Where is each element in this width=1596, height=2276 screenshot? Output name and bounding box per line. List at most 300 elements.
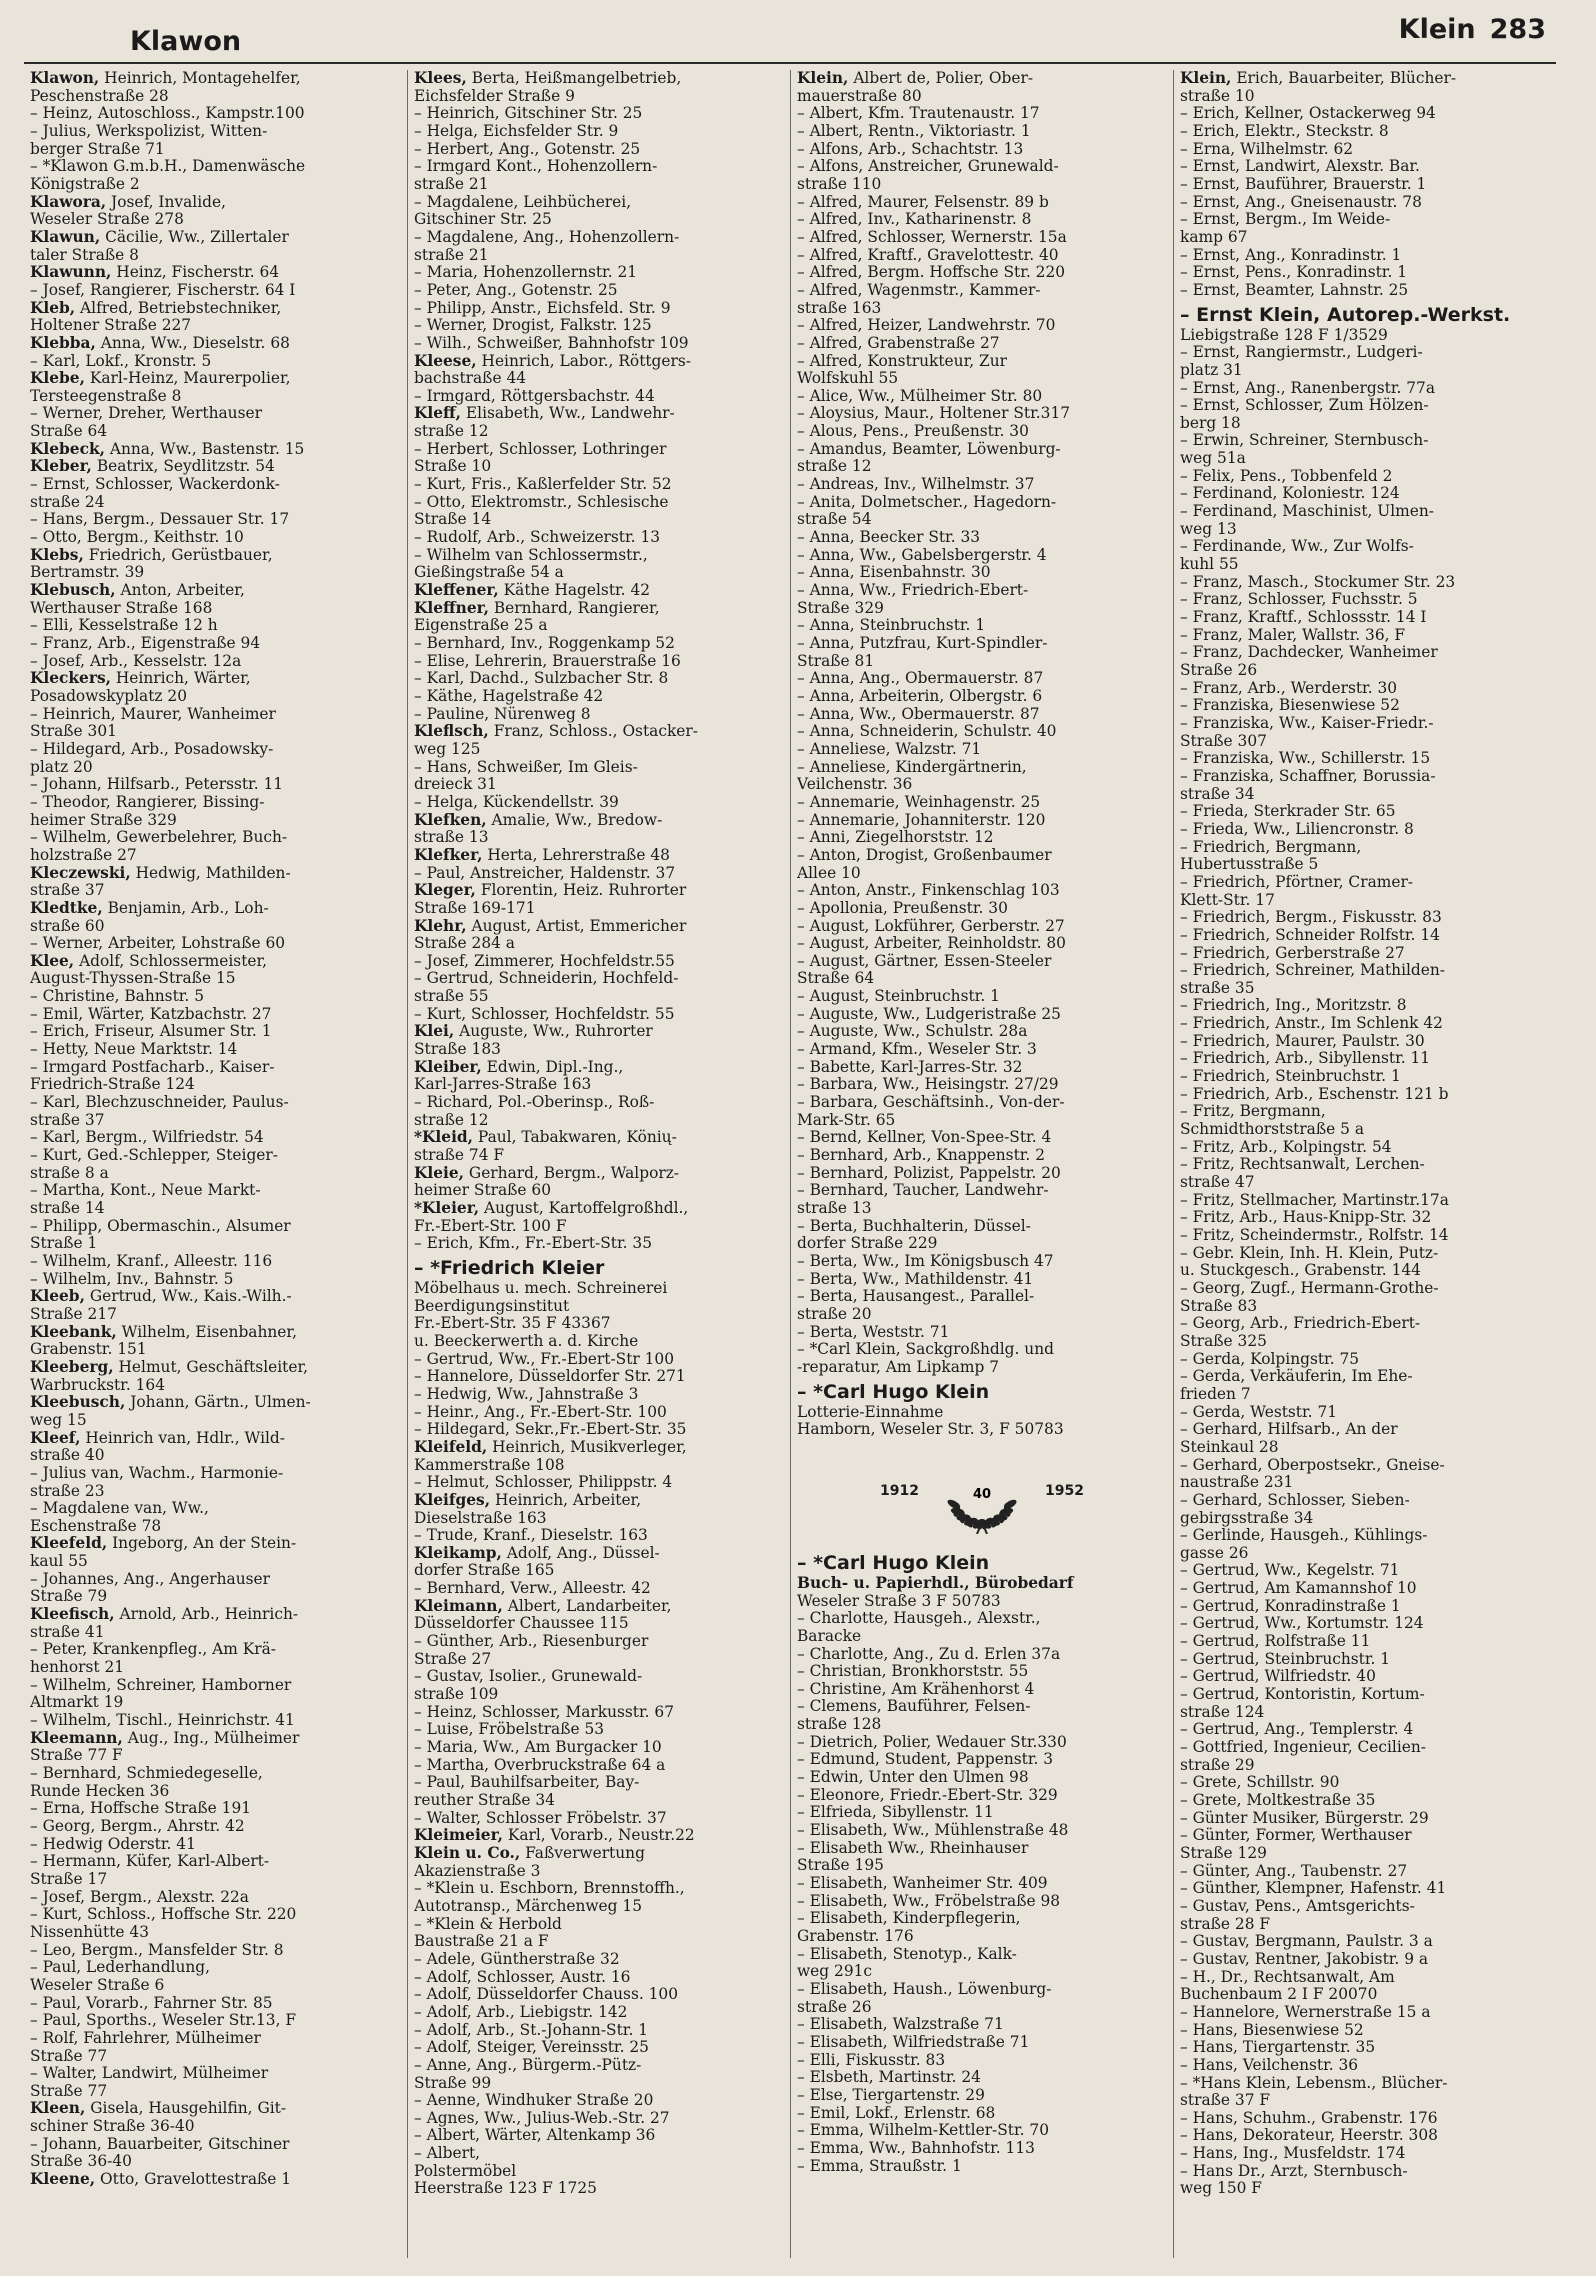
entry-text: weg 13 <box>1180 520 1237 538</box>
directory-entry <box>797 511 1167 529</box>
entry-text: – Albert, Wärter, Altenkamp 36 <box>414 2127 656 2145</box>
entry-text: – Elisabeth, Walzstraße 71 <box>797 2016 1004 2034</box>
directory-entry <box>30 617 401 635</box>
directory-entry <box>414 2127 784 2145</box>
entry-text: – Heinr., Ang., Fr.-Ebert-Str. 100 <box>414 1403 667 1421</box>
entry-text: – Wilhelm van Schlossermstr., <box>414 546 648 564</box>
entry-surname: – *Carl Hugo Klein <box>797 1551 990 1574</box>
entry-text: straße 24 <box>30 493 105 511</box>
entry-surname: Kleimeier, <box>414 1827 503 1845</box>
entry-text: – Else, Tiergartenstr. 29 <box>797 2086 985 2104</box>
directory-entry <box>30 970 401 988</box>
entry-text: Allee 10 <box>797 864 861 882</box>
entry-text: – Emil, Wärter, Katzbachstr. 27 <box>30 1005 272 1023</box>
directory-entry <box>414 1951 784 1969</box>
entry-text: – Heinz, Schlosser, Markusstr. 67 <box>414 1703 675 1721</box>
entry-text: Johann, Gärtn., Ulmen- <box>125 1394 311 1412</box>
directory-entry <box>797 1324 1167 1342</box>
directory-entry <box>1180 962 1550 980</box>
directory-entry <box>414 1474 784 1492</box>
entry-text: straße 21 <box>414 175 489 193</box>
entry-text: – Johannes, Ang., Angerhauser <box>30 1570 270 1588</box>
entry-text: straße 37 <box>30 1111 105 1129</box>
entry-text: straße 40 <box>30 1447 105 1465</box>
directory-entry <box>797 1421 1167 1439</box>
directory-entry <box>414 1598 784 1616</box>
directory-entry <box>414 1404 784 1422</box>
directory-entry <box>1180 1510 1550 1528</box>
entry-text: – Gerda, Weststr. 71 <box>1180 1403 1338 1421</box>
directory-entry <box>30 1730 401 1748</box>
entry-text: Straße 329 <box>797 599 884 617</box>
directory-entry <box>30 1747 401 1765</box>
directory-entry <box>30 335 401 353</box>
entry-text: Elisabeth, Ww., Landwehr- <box>461 405 675 423</box>
entry-text: Baracke <box>797 1627 862 1645</box>
entry-text: – Heinrich, Gitschiner Str. 25 <box>414 105 643 123</box>
entry-text: – Edmund, Student, Pappenstr. 3 <box>797 1751 1054 1769</box>
directory-entry <box>797 264 1167 282</box>
entry-text: – Trude, Kranf., Dieselstr. 163 <box>414 1527 648 1545</box>
entry-text: – Elisabeth, Ww., Mühlenstraße 48 <box>797 1822 1069 1840</box>
entry-text: Runde Hecken 36 <box>30 1782 170 1800</box>
directory-entry <box>414 1298 784 1316</box>
entry-text: – Elisabeth, Kinderpflegerin, <box>797 1910 1021 1928</box>
page-header <box>24 14 1556 64</box>
directory-entry <box>30 458 401 476</box>
entry-text: – Anne, Ang., Bürgerm.-Pütz- <box>414 2056 642 2074</box>
entry-text: – Bernhard, Taucher, Landwehr- <box>797 1182 1049 1200</box>
directory-entry <box>797 600 1167 618</box>
directory-entry <box>1180 105 1550 123</box>
entry-text: Straße 64 <box>797 970 875 988</box>
entry-text: straße 23 <box>30 1482 105 1500</box>
entry-text: Adolf, Ang., Düssel- <box>501 1544 660 1562</box>
directory-entry <box>1180 2145 1550 2163</box>
entry-text: Buchenbaum 2 I F 20070 <box>1180 1986 1378 2004</box>
entry-text: – Armand, Kfm., Weseler Str. 3 <box>797 1041 1037 1059</box>
entry-text: – Ernst, Beamter, Lahnstr. 25 <box>1180 281 1409 299</box>
entry-text: – Alfred, Wagenmstr., Kammer- <box>797 281 1041 299</box>
entry-text: – Paul, Bauhilfsarbeiter, Bay- <box>414 1774 640 1792</box>
entry-text: – Josef, Arb., Kesselstr. 12a <box>30 652 242 670</box>
directory-entry <box>797 812 1167 830</box>
entry-text: – Karl, Blechzuschneider, Paulus- <box>30 1094 289 1112</box>
entry-text: Straße 325 <box>1180 1332 1267 1350</box>
entry-text: Benjamin, Arb., Loh- <box>102 899 269 917</box>
entry-text: – Erwin, Schreiner, Sternbusch- <box>1180 432 1429 450</box>
entry-surname: Kleger, <box>414 882 476 900</box>
entry-text: – Anna, Ww., Friedrich-Ebert- <box>797 582 1029 600</box>
entry-text: straße 21 <box>414 246 489 264</box>
entry-text: – Edwin, Unter den Ulmen 98 <box>797 1769 1029 1787</box>
directory-entry <box>414 1112 784 1130</box>
directory-entry <box>1180 1633 1550 1651</box>
directory-entry <box>414 353 784 371</box>
entry-surname: Kleifeld, <box>414 1438 488 1456</box>
directory-entry <box>797 70 1167 88</box>
directory-entry <box>414 1580 784 1598</box>
entry-text: – Alice, Ww., Mülheimer Str. 80 <box>797 387 1043 405</box>
entry-text: Straße 1 <box>30 1235 98 1253</box>
directory-entry <box>1180 1916 1550 1934</box>
entry-text: Gerhard, Bergm., Walporz- <box>464 1164 680 1182</box>
directory-entry <box>30 141 401 159</box>
entry-text: – Aenne, Windhuker Straße 20 <box>414 2092 654 2110</box>
directory-entry <box>414 1076 784 1094</box>
entry-text: – Erich, Friseur, Alsumer Str. 1 <box>30 1023 272 1041</box>
entry-text: Weseler Straße 6 <box>30 1976 165 1994</box>
directory-entry <box>1180 2180 1550 2198</box>
emblem-number: 40 <box>972 1486 992 1502</box>
directory-entry <box>30 2171 401 2189</box>
entry-text: – Elfrieda, Sibyllenstr. 11 <box>797 1804 994 1822</box>
entry-text: – Josef, Zimmerer, Hochfeldstr.55 <box>414 952 675 970</box>
entry-text: – Emma, Straußstr. 1 <box>797 2157 962 2175</box>
directory-entry <box>30 1129 401 1147</box>
entry-text: – Fritz, Bergmann, <box>1180 1103 1326 1121</box>
entry-surname: Klebeck, <box>30 440 105 458</box>
directory-entry <box>1180 1245 1550 1263</box>
directory-entry <box>1180 70 1550 88</box>
entry-surname: Klebe, <box>30 370 85 388</box>
directory-entry <box>797 1253 1167 1271</box>
directory-entry <box>414 529 784 547</box>
entry-surname: Kleefisch, <box>30 1606 115 1624</box>
entry-text: – Alfred, Schlosser, Wernerstr. 15a <box>797 228 1067 246</box>
directory-entry <box>1180 415 1550 433</box>
entry-text: Straße 217 <box>30 1305 117 1323</box>
entry-text: Warbruckstr. 164 <box>30 1376 165 1394</box>
entry-text: straße 8 a <box>30 1164 109 1182</box>
directory-entry <box>414 388 784 406</box>
directory-entry <box>414 1916 784 1934</box>
directory-entry <box>1180 750 1550 768</box>
directory-entry <box>414 829 784 847</box>
entry-text: – Martha, Kont., Neue Markt- <box>30 1182 261 1200</box>
entry-text: – Gertrud, Ww., Kegelstr. 71 <box>1180 1562 1400 1580</box>
directory-entry <box>1180 697 1550 715</box>
directory-entry <box>30 194 401 212</box>
entry-text: straße 14 <box>30 1200 105 1217</box>
directory-entry <box>30 564 401 582</box>
directory-entry <box>797 547 1167 565</box>
directory-entry <box>1180 1333 1550 1351</box>
directory-entry <box>414 1129 784 1147</box>
entry-text: Auguste, Ww., Ruhrorter <box>454 1023 653 1041</box>
entry-text: – Emil, Lokf., Erlenstr. 68 <box>797 2104 996 2122</box>
entry-text: – Gertrud, Schneiderin, Hochfeld- <box>414 970 679 988</box>
directory-entry <box>30 688 401 706</box>
entry-text: Heinrich, Montagehelfer, <box>99 70 301 87</box>
entry-surname: Kleb, <box>30 299 76 317</box>
directory-entry <box>30 1271 401 1289</box>
directory-entry <box>1180 2092 1550 2110</box>
directory-entry <box>30 282 401 300</box>
directory-entry <box>1180 1545 1550 1563</box>
entry-surname: Klein u. Co., <box>414 1844 521 1862</box>
entry-text: – Anneliese, Walzstr. 71 <box>797 740 982 758</box>
entry-text: – Franziska, Schaffner, Borussia- <box>1180 767 1436 785</box>
directory-entry <box>1180 1933 1550 1951</box>
entry-text: – Clemens, Bauführer, Felsen- <box>797 1698 1031 1716</box>
directory-entry <box>30 1377 401 1395</box>
directory-entry <box>1180 1969 1550 1987</box>
entry-text: – Friedrich, Anstr., Im Schlenk 42 <box>1180 1015 1443 1033</box>
directory-entry <box>30 1023 401 1041</box>
entry-text: – Alous, Pens., Preußenstr. 30 <box>797 423 1029 441</box>
entry-surname: Kleene, <box>30 2171 96 2189</box>
entry-text: Karl-Jarres-Straße 163 <box>414 1076 592 1094</box>
entry-text: Alfred, Betriebstechniker, <box>75 299 282 317</box>
directory-entry <box>414 635 784 653</box>
entry-text: – Anna, Arbeiterin, Ölbergstr. 6 <box>797 687 1043 705</box>
entry-text: August, Artist, Emmericher <box>466 917 687 935</box>
directory-entry <box>414 2092 784 2110</box>
entry-text: gasse 26 <box>1180 1544 1249 1562</box>
directory-entry <box>30 1182 401 1200</box>
entry-text: – Hans, Tiergartenstr. 35 <box>1180 2039 1376 2057</box>
entry-text: – Paul, Sporths., Weseler Str.13, F <box>30 2012 297 2030</box>
running-head-right <box>1399 14 1546 45</box>
entry-surname: Kleber, <box>30 458 92 476</box>
directory-entry <box>797 1928 1167 1946</box>
directory-entry <box>1180 158 1550 176</box>
entry-text: Eschenstraße 78 <box>30 1517 162 1535</box>
entry-surname: *Kleid, <box>414 1129 474 1147</box>
entry-text: – Rudolf, Arb., Schweizerstr. 13 <box>414 529 661 547</box>
entry-text: Karl, Vorarb., Neustr.22 <box>502 1827 695 1845</box>
entry-text: u. Stuckgesch., Grabenstr. 144 <box>1180 1262 1421 1280</box>
entry-text: Straße 183 <box>414 1041 501 1059</box>
directory-entry <box>414 88 784 106</box>
directory-entry <box>414 970 784 988</box>
entry-text: Fr.-Ebert-Str. 100 F <box>414 1217 567 1235</box>
entry-text: – Friedrich, Bergm., Fiskusstr. 83 <box>1180 909 1442 927</box>
directory-entry <box>414 458 784 476</box>
advertisement-heading <box>1180 303 1550 327</box>
entry-surname: Kledtke, <box>30 899 103 917</box>
directory-entry <box>30 1324 401 1342</box>
directory-entry <box>797 2034 1167 2052</box>
column-3 <box>790 70 1173 2258</box>
entry-text: – Elsbeth, Martinstr. 24 <box>797 2069 981 2087</box>
entry-text: – Emma, Ww., Bahnhofstr. 113 <box>797 2139 1035 2157</box>
directory-entry <box>1180 1615 1550 1633</box>
entry-text: – *Klein & Herbold <box>414 1915 562 1933</box>
entry-text: – Friedrich, Schreiner, Mathilden- <box>1180 962 1445 980</box>
directory-entry <box>30 1094 401 1112</box>
entry-text: – Gottfried, Ingenieur, Cecilien- <box>1180 1739 1426 1757</box>
entry-text: Baustraße 21 a F <box>414 1933 549 1951</box>
directory-entry <box>1180 997 1550 1015</box>
directory-entry <box>30 388 401 406</box>
directory-entry <box>30 1836 401 1854</box>
directory-entry <box>797 158 1167 176</box>
entry-text: – Luise, Fröbelstraße 53 <box>414 1721 605 1739</box>
directory-entry <box>414 1165 784 1183</box>
directory-entry <box>414 1218 784 1236</box>
entry-text: – Gertrud, Kontoristin, Kortum- <box>1180 1686 1425 1704</box>
entry-text: – Gertrud, Ang., Templerstr. 4 <box>1180 1721 1414 1739</box>
directory-entry <box>414 2057 784 2075</box>
entry-text: Straße 99 <box>414 2074 492 2092</box>
directory-entry <box>797 882 1167 900</box>
entry-text: Tersteegenstraße 8 <box>30 387 182 405</box>
directory-entry <box>30 529 401 547</box>
directory-entry <box>414 776 784 794</box>
entry-text: Eichsfelder Straße 9 <box>414 87 575 105</box>
entry-text: – Wilhelm, Inv., Bahnstr. 5 <box>30 1270 234 1288</box>
entry-text: – Franz, Schlosser, Fuchsstr. 5 <box>1180 591 1418 609</box>
entry-text: – Ferdinande, Ww., Zur Wolfs- <box>1180 538 1414 556</box>
directory-entry <box>30 2048 401 2066</box>
entry-text: dorfer Straße 229 <box>797 1235 938 1253</box>
entry-text: – Wilhelm, Schreiner, Hamborner <box>30 1676 292 1694</box>
directory-entry <box>1180 2110 1550 2128</box>
directory-entry <box>30 105 401 123</box>
entry-surname: Kleffener, <box>414 582 499 600</box>
directory-entry <box>1180 1527 1550 1545</box>
directory-entry <box>30 953 401 971</box>
directory-entry <box>414 1810 784 1828</box>
directory-entry <box>1180 856 1550 874</box>
directory-entry <box>30 988 401 1006</box>
entry-surname: Klawunn, <box>30 264 112 282</box>
directory-entry <box>1180 194 1550 212</box>
entry-text: – Anna, Ww., Obermauerstr. 87 <box>797 705 1040 723</box>
entry-text: – Ernst, Bauführer, Brauerstr. 1 <box>1180 175 1427 193</box>
entry-text: – Gustav, Bergmann, Paulstr. 3 a <box>1180 1933 1433 1951</box>
directory-entry <box>797 829 1167 847</box>
entry-text: – Ernst, Schlosser, Zum Hölzen- <box>1180 397 1429 415</box>
directory-entry <box>1180 1651 1550 1669</box>
entry-text: u. Beeckerwerth a. d. Kirche <box>414 1332 639 1350</box>
directory-entry <box>1180 1351 1550 1369</box>
directory-entry <box>1180 1156 1550 1174</box>
directory-entry <box>414 1668 784 1686</box>
entry-text: – Elisabeth, Stenotyp., Kalk- <box>797 1945 1017 1963</box>
directory-entry <box>797 1023 1167 1041</box>
entry-text: – Charlotte, Ang., Zu d. Erlen 37a <box>797 1645 1061 1663</box>
directory-entry <box>1180 1721 1550 1739</box>
directory-entry <box>797 723 1167 741</box>
entry-text: – Christine, Am Krähenhorst 4 <box>797 1680 1035 1698</box>
directory-entry <box>414 405 784 423</box>
running-head-left: Klawon <box>130 26 242 57</box>
directory-entry <box>1180 1139 1550 1157</box>
entry-text: – Anna, Schneiderin, Schulstr. 40 <box>797 723 1057 741</box>
directory-entry <box>414 1527 784 1545</box>
directory-entry <box>30 1447 401 1465</box>
directory-entry <box>1180 327 1550 345</box>
entry-surname: Klees, <box>414 70 467 87</box>
directory-entry <box>1180 786 1550 804</box>
entry-text: – Wilhelm, Tischl., Heinrichstr. 41 <box>30 1712 295 1730</box>
directory-entry <box>414 1235 784 1253</box>
directory-entry <box>797 1628 1167 1646</box>
entry-text: – Anton, Drogist, Großenbaumer <box>797 846 1052 864</box>
entry-text: Mark-Str. 65 <box>797 1111 896 1129</box>
entry-text: – Adolf, Arb., St.-Johann-Str. 1 <box>414 2021 649 2039</box>
directory-entry <box>30 582 401 600</box>
directory-entry <box>797 1681 1167 1699</box>
directory-entry <box>797 670 1167 688</box>
directory-entry <box>414 1986 784 2004</box>
directory-entry <box>1180 644 1550 662</box>
directory-entry <box>30 918 401 936</box>
entry-text: – Heinrich, Maurer, Wanheimer <box>30 705 276 723</box>
directory-entry <box>414 600 784 618</box>
directory-entry <box>797 2122 1167 2140</box>
entry-text: Heinrich, Wärter, <box>110 670 251 688</box>
entry-text: straße 20 <box>797 1305 872 1323</box>
directory-entry <box>797 688 1167 706</box>
entry-surname: *Kleier, <box>414 1200 480 1217</box>
directory-entry <box>30 317 401 335</box>
directory-entry <box>414 741 784 759</box>
entry-text: Straße 27 <box>414 1650 492 1668</box>
directory-entry <box>797 1716 1167 1734</box>
entry-text: Friedrich-Straße 124 <box>30 1076 195 1094</box>
entry-text: – Fritz, Stellmacher, Martinstr.17a <box>1180 1191 1449 1209</box>
directory-entry <box>797 1769 1167 1787</box>
directory-entry <box>797 494 1167 512</box>
entry-text: Aug., Ing., Mülheimer <box>122 1729 300 1747</box>
directory-entry <box>797 1946 1167 1964</box>
entry-text: – Franz, Masch., Stockumer Str. 23 <box>1180 573 1456 591</box>
directory-entry <box>797 1751 1167 1769</box>
entry-surname: Kleiber, <box>414 1058 482 1076</box>
directory-entry <box>414 511 784 529</box>
directory-entry <box>1180 1580 1550 1598</box>
entry-text: – Alfred, Kraftf., Gravelottestr. 40 <box>797 246 1059 264</box>
entry-text: Franz, Schloss., Ostacker- <box>488 723 698 741</box>
directory-entry <box>414 141 784 159</box>
entry-text: Wolfskuhl 55 <box>797 370 899 388</box>
directory-entry <box>1180 397 1550 415</box>
entry-text: straße 41 <box>30 1623 105 1641</box>
directory-entry <box>414 1757 784 1775</box>
directory-entry <box>30 1412 401 1430</box>
directory-entry <box>30 1783 401 1801</box>
entry-surname: Kleeberg, <box>30 1358 114 1376</box>
directory-entry <box>414 900 784 918</box>
entry-text: – Gerhard, Oberpostsekr., Gneise- <box>1180 1456 1445 1474</box>
entry-surname: Klawora, <box>30 193 107 211</box>
directory-entry <box>1180 874 1550 892</box>
entry-text: – Franz, Maler, Wallstr. 36, F <box>1180 626 1406 644</box>
directory-entry <box>414 2039 784 2057</box>
directory-entry <box>414 1792 784 1810</box>
directory-entry <box>1180 892 1550 910</box>
entry-text: – Adolf, Arb., Liebigstr. 142 <box>414 2003 628 2021</box>
entry-text: – Eleonore, Friedr.-Ebert-Str. 329 <box>797 1786 1058 1804</box>
entry-text: straße 74 F <box>414 1147 505 1165</box>
entry-text: Florentin, Heiz. Ruhrorter <box>475 882 687 900</box>
entry-surname: Kleeb, <box>30 1288 85 1306</box>
directory-entry <box>414 1898 784 1916</box>
entry-text: – Bernhard, Arb., Knappenstr. 2 <box>797 1147 1045 1165</box>
directory-entry <box>30 900 401 918</box>
directory-entry <box>1180 1492 1550 1510</box>
entry-text: – Franz, Dachdecker, Wanheimer <box>1180 644 1438 662</box>
advertisement-heading <box>797 1380 1167 1404</box>
entry-text: – Maria, Hohenzollernstr. 21 <box>414 264 638 282</box>
directory-entry <box>1180 485 1550 503</box>
entry-text: – Alfred, Konstrukteur, Zur <box>797 352 1007 370</box>
entry-text: – Albert, Rentn., Viktoriastr. 1 <box>797 122 1031 140</box>
